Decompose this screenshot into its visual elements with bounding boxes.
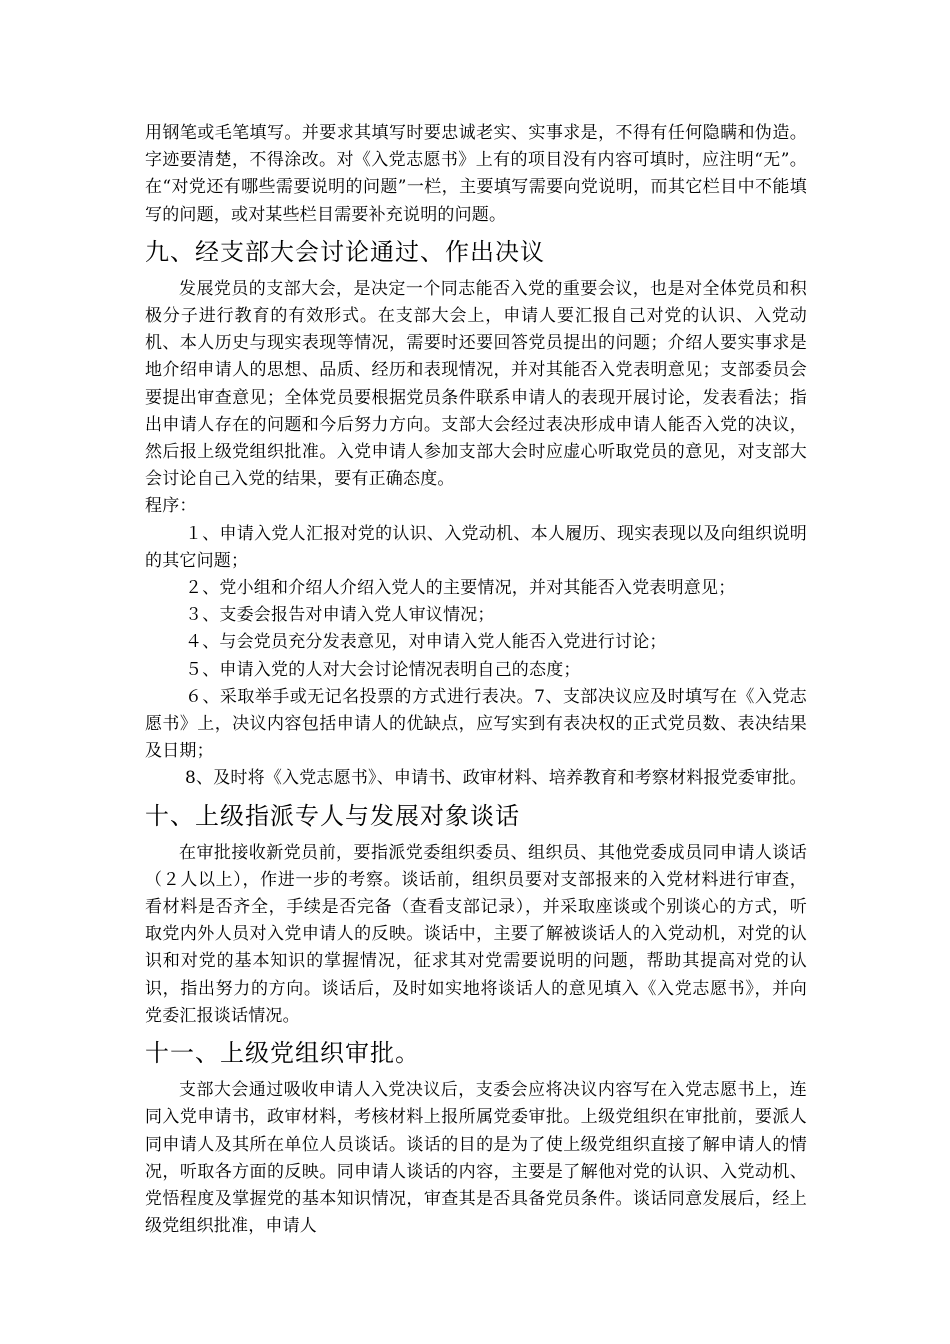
section-11-heading: 十一、上级党组织审批。	[145, 1039, 420, 1068]
section-10-paragraph: 在审批接收新党员前，要指派党委组织委员、组织员、其他党委成员同申请人谈话（２人以上），作进一步的考察。谈话前，组织员要对支部报来的入党材料进行审查，看材料是否齐全，手续是否完备（查看支部记录），并采取座谈或个别谈心的方式，听取党内外人员对入党申请人的反映。谈话中，主要了解被谈话人的入党动机，对党的认识和对党的基本知识的掌握情况，征求其对党需要说明的问题，帮助其提高对党的认识，指出努力的方向。谈话后，及时如实地将谈话人的意见填入《入党志愿书》，并向党委汇报谈话情况。	[145, 842, 807, 1026]
document-page	[145, 120, 807, 1240]
procedure-label: 程序：	[145, 496, 197, 517]
procedure-item: ４、与会党员充分发表意见，对申请入党人能否入党进行讨论；	[185, 632, 667, 653]
procedure-item: １、申请入党人汇报对党的认识、入党动机、本人履历、现实表现以及向组织说明的其它问题；	[145, 523, 807, 571]
procedure-item: ６、采取举手或无记名投票的方式进行表决。7、支部决议应及时填写在《入党志愿书》上，决议内容包括申请人的优缺点，应写实到有表决权的正式党员数、表决结果及日期；	[145, 686, 807, 762]
section-9-paragraph: 发展党员的支部大会，是决定一个同志能否入党的重要会议，也是对全体党员和积极分子进行教育的有效形式。在支部大会上，申请人要汇报自己对党的认识、入党动机、本人历史与现实表现等情况，需要时还要回答党员提出的问题；介绍人要实事求是地介绍申请人的思想、品质、经历和表现情况，并对其能否入党表明意见；支部委员会要提出审查意见；全体党员要根据党员条件联系申请人的表现开展讨论，发表看法；指出申请人存在的问题和今后努力方向。支部大会经过表决形成申请人能否入党的决议，然后报上级党组织批准。入党申请人参加支部大会时应虚心听取党员的意见，对支部大会讨论自己入党的结果，要有正确态度。	[145, 278, 807, 490]
section-9-heading: 九、经支部大会讨论通过、作出决议	[145, 237, 545, 266]
procedure-item: ５、申请入党的人对大会讨论情况表明自己的态度；	[185, 659, 581, 680]
procedure-item: ３、支委会报告对申请入党人审议情况；	[185, 605, 495, 626]
procedure-item: ２、党小组和介绍人介绍入党人的主要情况，并对其能否入党表明意见；	[185, 578, 736, 599]
section-11-paragraph: 支部大会通过吸收申请人入党决议后，支委会应将决议内容写在入党志愿书上，连同入党申请书，政审材料，考核材料上报所属党委审批。上级党组织在审批前，要派人同申请人及其所在单位人员谈话。谈话的目的是为了使上级党组织直接了解申请人的情况，听取各方面的反映。同申请人谈话的内容，主要是了解他对党的认识、入党动机、党悟程度及掌握党的基本知识情况，审查其是否具备党员条件。谈话同意发展后，经上级党组织批准，申请人	[145, 1080, 807, 1237]
section-10-heading: 十、上级指派专人与发展对象谈话	[145, 801, 520, 830]
procedure-item: 8、及时将《入党志愿书》、申请书、政审材料、培养教育和考察材料报党委审批。	[185, 768, 807, 789]
intro-paragraph: 用钢笔或毛笔填写。并要求其填写时要忠诚老实、实事求是，不得有任何隐瞒和伪造。字迹要清楚，不得涂改。对《入党志愿书》上有的项目没有内容可填时，应注明“无”。在“对党还有哪些需要说明的问题”一栏，主要填写需要向党说明，而其它栏目中不能填写的问题，或对某些栏目需要补充说明的问题。	[145, 123, 807, 225]
